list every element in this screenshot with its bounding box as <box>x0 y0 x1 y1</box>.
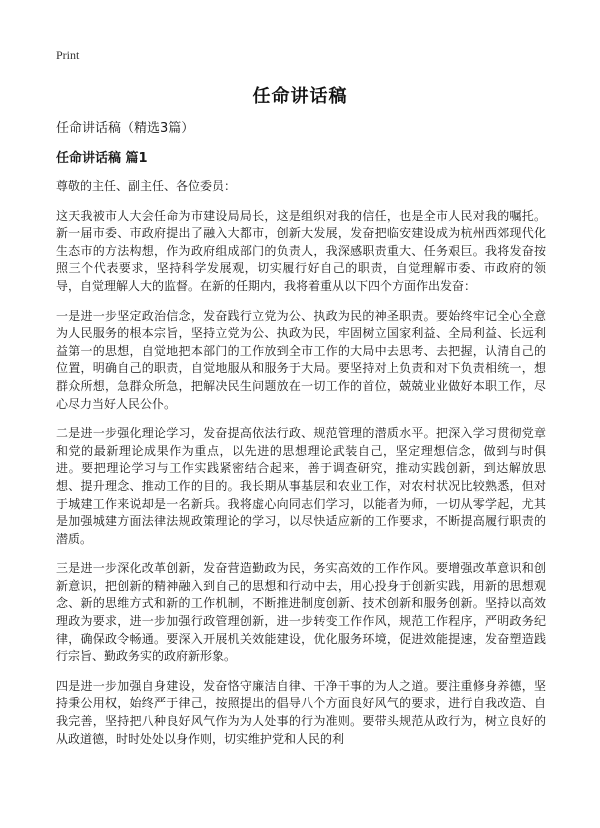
document-body <box>56 120 546 760</box>
document-subtitle: 任命讲话稿（精选3篇） <box>56 121 195 136</box>
intro-paragraph: 这天我被市人大会任命为市建设局局长，这是组织对我的信任，也是全市人民对我的嘱托。新一届市委、市政府提出了融入大都市，创新大发展，发奋把临安建设成为杭州西郊现代化生态市的方法构想，作为政府组成部门的负责人，我深感职责重大、任务艰巨。我将发奋按照三个代表要求，坚持科学发展观，切实履行好自己的职责，自觉理解市委、市政府的领导，自觉理解人大的监督。在新的任期内，我将着重从以下四个方面作出发奋： <box>56 208 546 293</box>
point-three-paragraph: 三是进一步深化改革创新，发奋营造勤政为民，务实高效的工作作风。要增强改革意识和创新意识，把创新的精神融入到自己的思想和行动中去，用心投身于创新实践，用新的思想观念、新的思维方式和新的工作机制，不断推进制度创新、技术创新和服务创新。坚持以高效理政为要求，进一步加强行政管理创新，进一步转变工作作风，规范工作程序，严明政务纪律，确保政令畅通。要深入开展机关效能建设，优化服务环境，促进效能提速，发奋塑造践行宗旨、勤政务实的政府新形象。 <box>56 561 546 664</box>
point-one-paragraph: 一是进一步坚定政治信念，发奋践行立党为公、执政为民的神圣职责。要始终牢记全心全意为人民服务的根本宗旨，坚持立党为公、执政为民，牢固树立国家利益、全局利益、长远利益第一的思想，自觉地把本部门的工作放到全市工作的大局中去思考、去把握，认清自己的位置，明确自己的职责，自觉地服从和服务于大局。要坚持对上负责和对下负责相统一，想群众所想，急群众所急，把解决民生问题放在一切工作的首位，兢兢业业做好本职工作，尽心尽力当好人民公仆。 <box>56 308 546 411</box>
point-four-paragraph: 四是进一步加强自身建设，发奋恪守廉洁自律、干净干事的为人之道。要注重修身养德，坚持秉公用权，始终严于律己，按照提出的倡导八个方面良好风气的要求，进行自我改造、自我完善，坚持把八种良好风气作为为人处事的行为准则。要带头规范从政行为，树立良好的从政道德，时时处处以身作则，切实维护党和人民的利 <box>56 678 546 746</box>
section-heading: 任命讲话稿 篇1 <box>56 151 148 166</box>
point-two-paragraph: 二是进一步强化理论学习，发奋提高依法行政、规范管理的潜质水平。把深入学习贯彻党章和党的最新理论成果作为重点，以先进的思想理论武装自己，坚定理想信念，做到与时俱进。要把理论学习与工作实践紧密结合起来，善于调查研究，推动实践创新，到达解放思想、提升理念、推动工作的目的。我长期从事基层和农业工作，对农村状况比较熟悉，但对于城建工作来说却是一名新兵。我将虚心向同志们学习，以能者为师，一切从零学起，尤其是加强城建方面法律法规政策理论的学习，以尽快适应新的工作要求，不断提高履行职责的潜质。 <box>56 426 546 546</box>
salutation-paragraph: 尊敬的主任、副主任、各位委员： <box>56 179 237 193</box>
page-title: 任命讲话稿 <box>252 86 348 107</box>
print-link[interactable]: Print <box>56 48 80 62</box>
